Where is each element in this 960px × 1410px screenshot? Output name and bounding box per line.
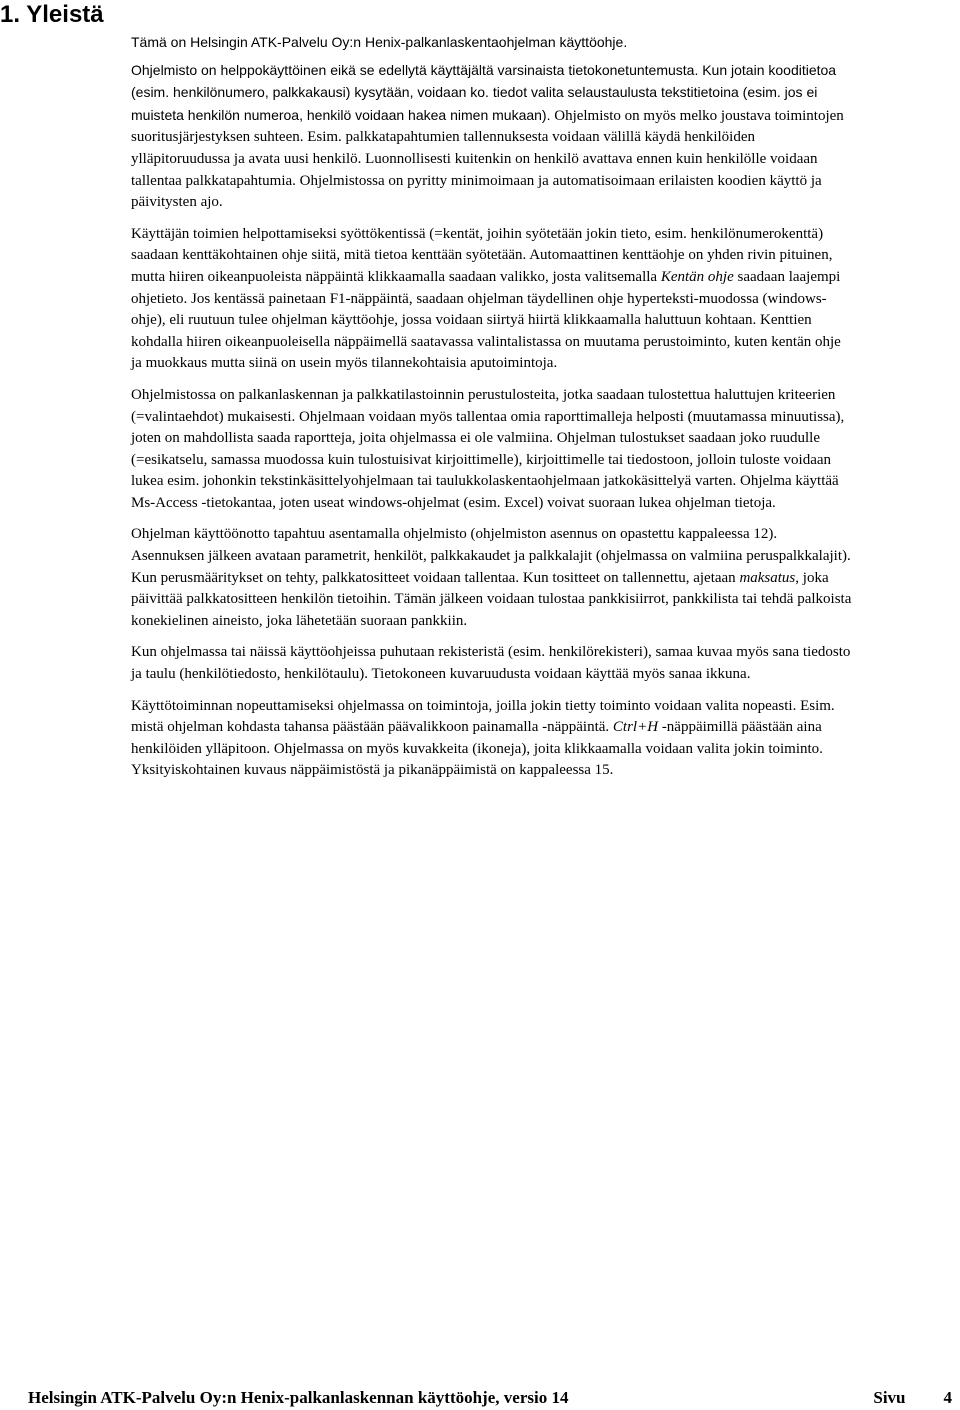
field-help-emphasis: Kentän ohje bbox=[660, 268, 734, 285]
usability-paragraph bbox=[131, 60, 853, 214]
footer-page-indicator bbox=[873, 1386, 952, 1410]
reports-paragraph: Ohjelmistossa on palkanlaskennan ja palkkatilastoinnin perustulosteita, jotka saadaan tulostettua haluttujen kriteerien (=valintaehdot) mukaisesti. Ohjelmaan voidaan myös tallentaa omia raporttimalleja helposti (muutamassa minuutissa), joten on mahdollista saada raportteja, joita ohjelmassa ei ole valmiina. Ohjelman tulostukset saadaan joko ruudulle (=esikatselu, samassa muodossa kuin tulostuisivat kirjoittimelle), kirjoittimelle tai tiedostoon, jolloin tuloste voidaan lukea esim. johonkin tekstinkäsittelyohjelmaan tai taulukkolaskentaohjelmaan jatkokäsittelyä varten. Ohjelma käyttää Ms-Access -tietokantaa, joten useat windows-ohjelmat (esim. Excel) voivat suoraan lukea ohjelman tietoja. bbox=[131, 386, 845, 511]
field-help-paragraph bbox=[131, 224, 853, 375]
footer-page-number: 4 bbox=[943, 1388, 952, 1407]
footer-page-label: Sivu bbox=[873, 1388, 906, 1407]
shortcuts-text-a: Käyttötoiminnan nopeuttamiseksi ohjelmassa on toimintoja, joilla jokin tietty toiminto voidaan valita nopeasti. Esim. mistä ohjelman kohdasta tahansa päästään päävalikkoon painamalla bbox=[131, 697, 835, 736]
shortcuts-text-b: näppäintä. bbox=[547, 719, 613, 736]
setup-emphasis: maksatus bbox=[739, 569, 796, 586]
shortcuts-paragraph bbox=[131, 696, 853, 782]
setup-paragraph bbox=[131, 524, 853, 632]
page-footer bbox=[28, 1386, 960, 1410]
shortcuts-key-ctrl-h: Ctrl+H bbox=[612, 719, 659, 736]
usability-text-sans: Ohjelmisto on helppokäyttöinen eikä se edellytä käyttäjältä varsinaista tietokonetuntemusta. Kun jotain kooditietoa (esim. henkilönumero, palkkakausi) kysytään, voidaan ko. tiedot valita selaustaulusta tekstitietoina (esim. jos ei muisteta henkilön numeroa, henkilö voidaan hakea nimen mukaan). bbox=[131, 61, 837, 123]
shortcuts-text-c: -näppäimillä päästään aina henkilöiden ylläpitoon. Ohjelmassa on myös kuvakkeita (ikoneja), joita klikkaamalla voidaan valita jokin toiminto. Yksityiskohtainen kuvaus näppäimistöstä ja pikanäppäimistä on kappaleessa 15. bbox=[131, 719, 823, 779]
shortcuts-key-dash: - bbox=[542, 719, 548, 736]
field-help-text-a: Käyttäjän toimien helpottamiseksi syöttökentissä (=kentät, joihin syötetään jokin tieto, esim. henkilönumerokenttä) saadaan kenttäkohtainen ohje siitä, mitä tietoa kenttään syötetään. Automaattinen kenttäohje on yhden rivin pituinen, mutta hiiren oikeanpuoleista näppäintä klikkaamalla saadaan valikko, josta valitsemalla bbox=[131, 225, 833, 285]
page-heading: 1. Yleistä bbox=[0, 1, 104, 28]
footer-title: Helsingin ATK-Palvelu Oy:n Henix-palkanlaskennan käyttöohje, versio 14 bbox=[28, 1388, 569, 1407]
intro-paragraph: Tämä on Helsingin ATK-Palvelu Oy:n Henix-palkanlaskentaohjelman käyttöohje. bbox=[131, 34, 628, 50]
field-help-text-b: saadaan laajempi ohjetieto. Jos kentässä painetaan F1-näppäintä, saadaan ohjelman täydellinen ohje hyperteksti-muodossa (windows-ohje), eli ruutuun tulee ohjelman käyttöohje, jossa voidaan siirtyä hiirtä klikkaamalla haluttuun kohtaan. Kenttien kohdalla hiiren oikeanpuoleisella näppäimellä saatavassa valintalistassa on muutama perustoiminto, kuten kentän ohje ja muokkaus mutta siinä on usein myös tilannekohtaisia aputoimintoja. bbox=[131, 268, 841, 372]
terminology-paragraph: Kun ohjelmassa tai näissä käyttöohjeissa puhutaan rekisteristä (esim. henkilörekisteri), samaa kuvaa myös sana tiedosto ja taulu (henkilötiedosto, henkilötaulu). Tietokoneen kuvaruudusta voidaan käyttää myös sanaa ikkuna. bbox=[131, 644, 851, 683]
setup-text-b: , joka päivittää palkkatositteen henkilön tietoihin. Tämän jälkeen voidaan tulostaa pankkisiirrot, pankkilista tai tehdä palkoista konekielinen aineisto, joka lähetetään suoraan pankkiin. bbox=[131, 569, 852, 629]
setup-text-a: Ohjelman käyttöönotto tapahtuu asentamalla ohjelmisto (ohjelmiston asennus on opastettu kappaleessa 12). Asennuksen jälkeen avataan parametrit, henkilöt, palkkakaudet ja palkkalajit (ohjelmassa on valmiina peruspalkkalajit). Kun perusmääritykset on tehty, palkkatositteet voidaan tallentaa. Kun tositteet on tallennettu, ajetaan bbox=[131, 526, 851, 586]
document-body bbox=[131, 32, 853, 792]
usability-text: Ohjelmisto on myös melko joustava toimintojen suoritusjärjestyksen suhteen. Esim. palkkatapahtumien tallennuksesta voidaan välillä käydä henkilöiden ylläpitoruudussa ja avata uusi henkilö. Luonnollisesti kuitenkin on henkilö avattava ennen kuin henkilölle voidaan tallentaa palkkatapahtumia. Ohjelmistossa on pyritty minimoimaan ja automatisoimaan erilaisten koodien käyttö ja päivitysten ajo. bbox=[131, 107, 844, 211]
